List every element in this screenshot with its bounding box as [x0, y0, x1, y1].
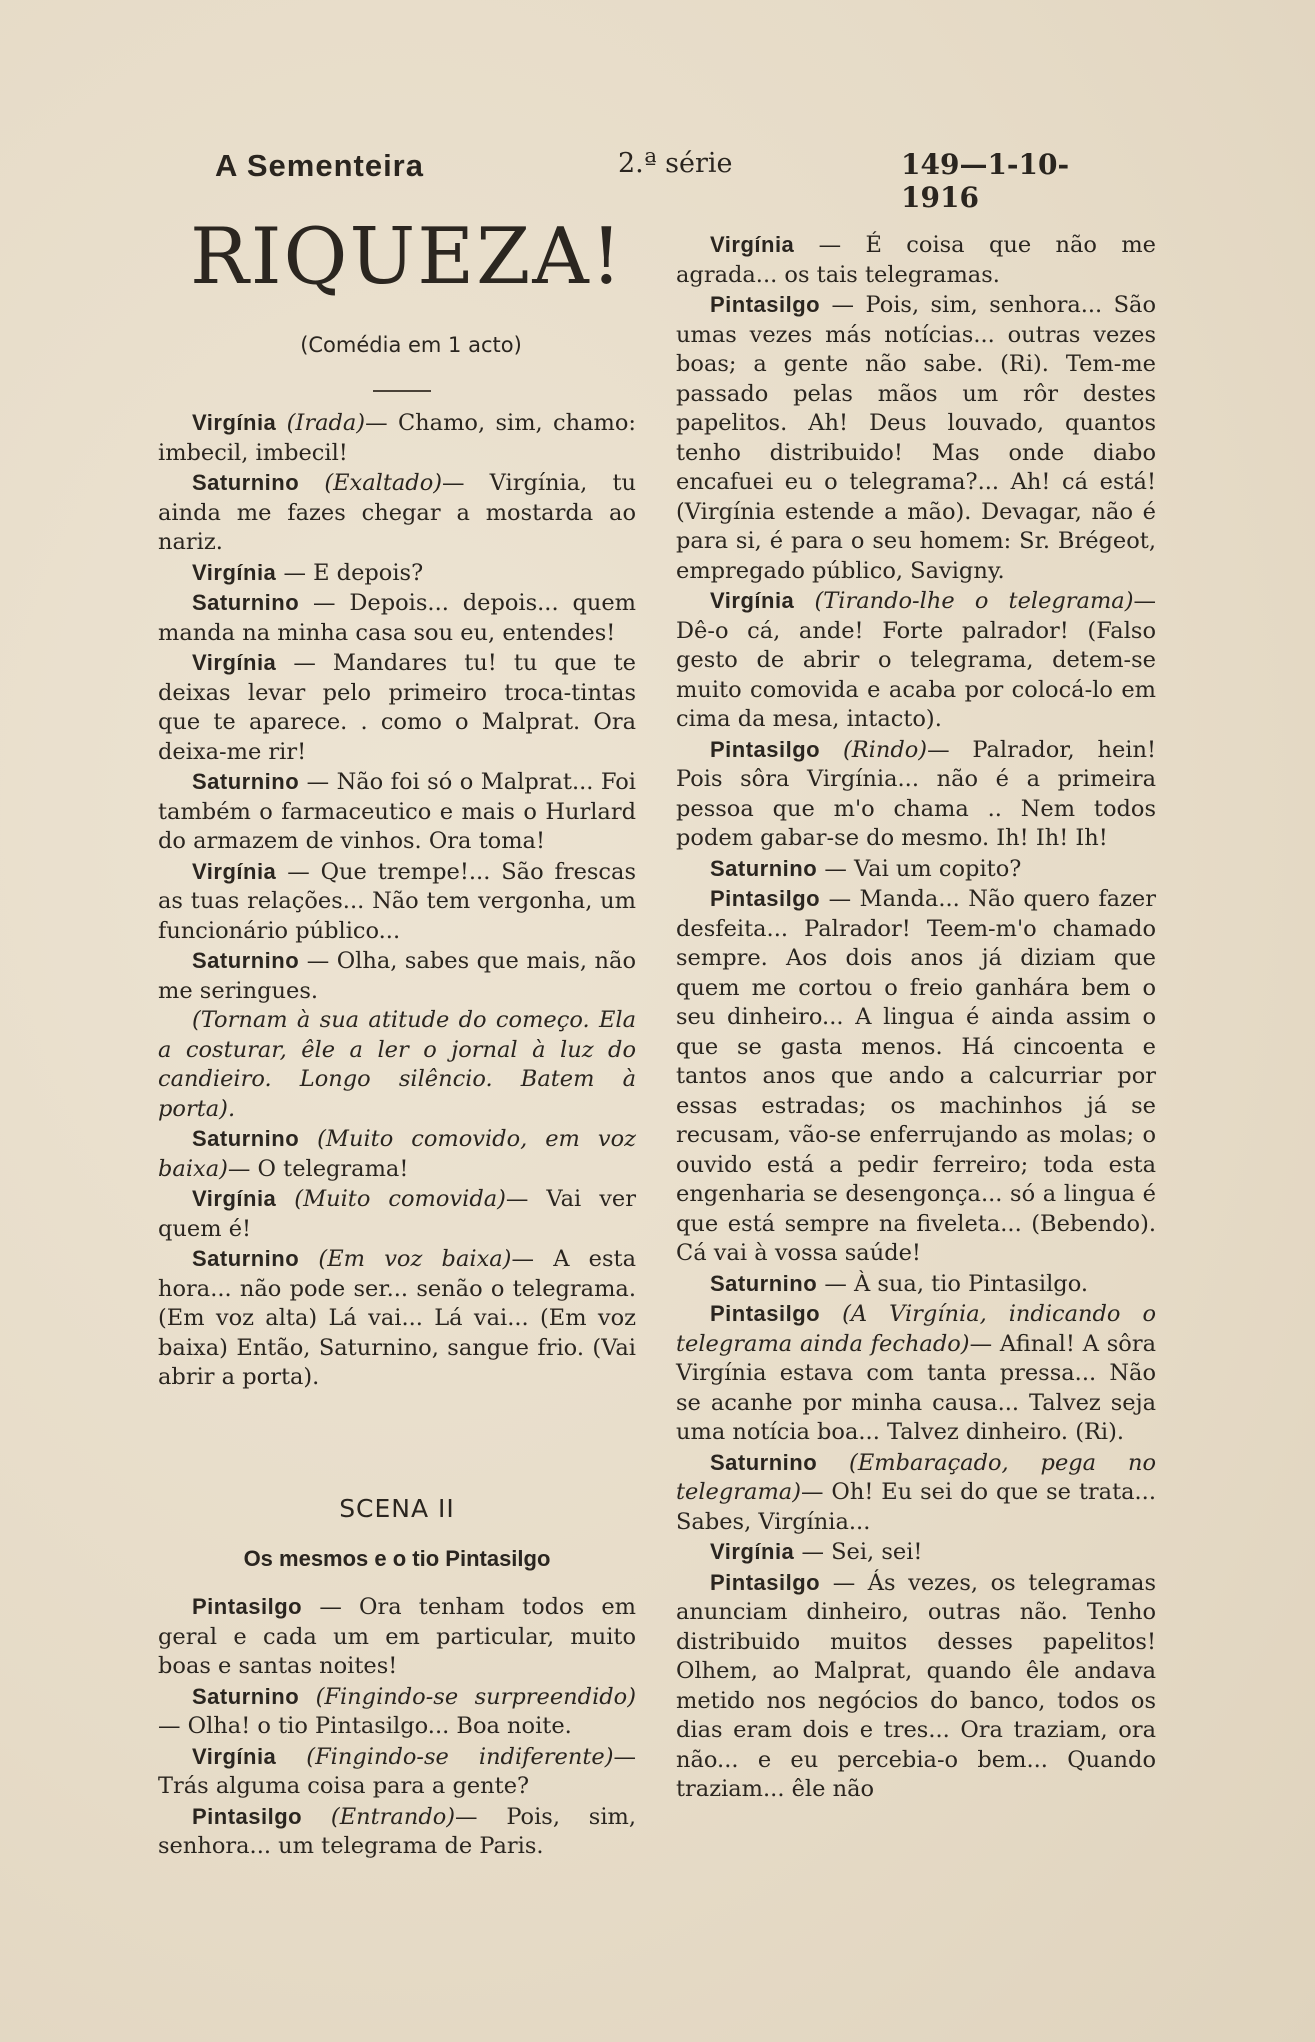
journal-title: A Sementeira [215, 148, 424, 183]
speaker-name: Pintasilgo [710, 736, 821, 762]
dialogue-line [158, 767, 636, 857]
dialogue-text: — Manda... Não quero fazer desfeita... Palrador! Teem-m'o chamado sempre. Aos dois anos já diziam que quem me cortou o freio ganhára bem o seu dinheiro... A lingua é ainda assim o que se gasta menos. Há cincoenta e tantos anos que ando a calcurriar por essas estradas; os machinhos já se recusam, vão-se enferrujando as molas; o ouvido está a pedir ferreiro; toda esta engenharia se desengonça... só a lingua é que está sempre na fiveleta... (Bebendo). Cá vai à vossa saúde! [676, 886, 1156, 1266]
stage-direction: (Tirando-lhe o telegrama) [814, 588, 1134, 614]
stage-direction: (Irada) [286, 410, 366, 436]
dialogue-line [158, 1006, 636, 1124]
speaker-name: Virgínia [710, 588, 795, 613]
series-label: 2.ª série [618, 148, 733, 179]
scene-cast: Os mesmos e o tio Pintasilgo [243, 1546, 551, 1571]
stage-direction: (Fingindo-se indiferente) [306, 1743, 614, 1770]
dialogue-line [158, 1592, 636, 1682]
speaker-name: Virgínia [710, 232, 795, 257]
dialogue-text: — Vai um copito? [824, 855, 1022, 882]
dialogue-line [158, 408, 636, 468]
dialogue-line [158, 1742, 636, 1802]
dialogue-text: — Não foi só o Malprat... Foi também o farmaceutico e mais o Hurlard do armazem de vinhos. Ora toma! [158, 769, 636, 854]
dialogue-text: — Afinal! A sôra Virgínia estava com tanta pressa... Não se acanhe por minha causa... Talvez seja uma notícia boa... Talvez dinheiro. (Ri). [676, 1330, 1156, 1445]
dialogue-text: — Dê-o cá, ande! Forte palrador! (Falso gesto de abrir o telegrama, detem-se muito comovida e acaba por colocá-lo em cima da mesa, intacto). [676, 588, 1156, 732]
dialogue-text: — Olha, sabes que mais, não me seringues. [158, 948, 636, 1004]
dialogue-text: — Oh! Eu sei do que se trata... Sabes, Virgínia... [676, 1479, 1156, 1535]
dialogue-line [158, 558, 636, 589]
play-title: RIQUEZA! [190, 212, 625, 302]
dialogue-text: — A esta hora... não pode ser... senão o telegrama. (Em voz alta) Lá vai... Lá vai... (Em voz baixa) Então, Saturnino, sangue frio. (Vai abrir a porta). [158, 1246, 636, 1390]
speaker-name: Saturnino [192, 470, 300, 495]
dialogue-text: — O telegrama! [227, 1155, 409, 1182]
stage-direction: (Exaltado) [324, 470, 443, 496]
dialogue-text: — Pois, sim, senhora... São umas vezes más notícias... outras vezes boas; a gente não sabe. (Ri). Tem-me passado pelas mãos um rôr destes papelitos. Ah! Deus louvado, quantos tenho distribuido! Mas onde diabo encafuei eu o telegrama?... Ah! cá está! (Virgínia estende a mão). Devagar, não é para si, é para o seu homem: Sr. Brégeot, empregado público, Savigny. [676, 292, 1156, 584]
dialogue-line [158, 1124, 636, 1184]
dialogue-line [676, 586, 1156, 735]
speaker-name: Saturnino [192, 590, 300, 615]
play-subtitle: (Comédia em 1 acto) [300, 333, 522, 357]
speaker-name: Saturnino [192, 1126, 300, 1151]
dialogue-text: — Ora tenham todos em geral e cada um em particular, muito boas e santas noites! [158, 1594, 636, 1679]
speaker-name: Saturnino [710, 855, 818, 881]
speaker-name: Saturnino [710, 1270, 818, 1296]
stage-direction: (Muito comovida) [294, 1186, 506, 1212]
issue-number-date: 149—1-10-1916 [901, 148, 1070, 214]
speaker-name: Pintasilgo [710, 1569, 821, 1595]
left-column-continued [158, 1592, 636, 1862]
speaker-name: Pintasilgo [192, 1594, 303, 1619]
dialogue-text: — Mandares tu! tu que te deixas levar pelo primeiro troca-tintas que te aparece. . como o Malprat. Ora deixa-me rir! [158, 650, 636, 765]
speaker-name: Saturnino [710, 1449, 818, 1475]
dialogue-line [676, 1537, 1156, 1568]
speaker-name: Pintasilgo [710, 292, 821, 317]
scene-heading: SCENA II [339, 1494, 455, 1523]
stage-direction: (A Virgínia, indicando o telegrama ainda fechado) [676, 1301, 1156, 1357]
dialogue-text: — Palrador, hein! Pois sôra Virgínia... não é a primeira pessoa que m'o chama .. Nem todos podem gabar-se do mesmo. Ih! Ih! Ih! [676, 736, 1157, 851]
title-divider [373, 390, 431, 392]
dialogue-text: — À sua, tio Pintasilgo. [824, 1270, 1088, 1297]
stage-direction: (Fingindo-se surpreendido) [315, 1683, 636, 1710]
speaker-name: Virgínia [192, 1186, 277, 1211]
dialogue-line [676, 854, 1156, 885]
dialogue-line [158, 468, 636, 558]
stage-direction: (Em voz baixa) [318, 1246, 512, 1272]
dialogue-line [676, 884, 1156, 1269]
dialogue-text: — Vai ver quem é! [158, 1186, 636, 1242]
dialogue-text: — Ás vezes, os telegramas anunciam dinheiro, outras não. Tenho distribuido muitos desses papelitos! Olhem, ao Malprat, quando êle andava metido nos negócios do banco, todos os dias eram dois e tres... Ora traziam, ora não... e eu percebia-o bem... Quando traziam... êle não [676, 1569, 1156, 1802]
stage-direction: (Muito comovido, em voz baixa) [158, 1126, 636, 1182]
dialogue-line [676, 230, 1156, 290]
speaker-name: Saturnino [192, 948, 300, 973]
speaker-name: Virgínia [192, 650, 277, 675]
speaker-name: Virgínia [192, 559, 277, 585]
speaker-name: Pintasilgo [192, 1803, 303, 1829]
dialogue-line [676, 735, 1156, 854]
dialogue-line [676, 1299, 1156, 1448]
dialogue-text: — Que trempe!... São frescas as tuas relações... Não tem vergonha, um funcionário público... [158, 858, 636, 944]
dialogue-line [158, 1244, 636, 1393]
speaker-name: Saturnino [192, 769, 300, 794]
dialogue-text: — E depois? [283, 559, 424, 586]
dialogue-line [158, 946, 636, 1006]
dialogue-text: — Chamo, sim, chamo: imbecil, imbecil! [158, 410, 637, 466]
speaker-name: Virgínia [192, 1743, 277, 1769]
page-header [215, 148, 1115, 214]
dialogue-text: — Trás alguma coisa para a gente? [158, 1743, 636, 1799]
dialogue-text: — Virgínia, tu ainda me fazes chegar a mostarda ao nariz. [158, 470, 636, 555]
dialogue-text: — Pois, sim, senhora... um telegrama de Paris. [158, 1803, 637, 1859]
dialogue-line [158, 1682, 636, 1742]
dialogue-line [158, 857, 636, 947]
speaker-name: Saturnino [192, 1246, 300, 1271]
stage-direction: (Entrando) [330, 1803, 456, 1830]
stage-direction: (Embaraçado, pega no telegrama) [676, 1449, 1156, 1505]
dialogue-line [676, 1448, 1156, 1538]
speaker-name: Virgínia [192, 858, 277, 884]
speaker-name: Pintasilgo [710, 886, 821, 911]
dialogue-line [676, 1269, 1156, 1300]
stage-direction: (Rindo) [842, 736, 928, 763]
dialogue-text: — Depois... depois... quem manda na minha casa sou eu, entendes! [158, 590, 636, 646]
speaker-name: Saturnino [192, 1683, 300, 1709]
speaker-name: Virgínia [710, 1539, 795, 1564]
dialogue-line [158, 588, 636, 648]
dialogue-line [158, 1184, 636, 1244]
speaker-name: Pintasilgo [710, 1301, 821, 1326]
dialogue-line [676, 1568, 1156, 1805]
dialogue-text: — Olha! o tio Pintasilgo... Boa noite. [158, 1713, 572, 1739]
stage-direction: (Tornam à sua atitude do começo. Ela a costurar, êle a ler o jornal à luz do candieiro. Longo silêncio. Batem à porta). [158, 1007, 636, 1122]
dialogue-line [158, 1802, 636, 1862]
speaker-name: Virgínia [192, 410, 277, 435]
right-column [676, 230, 1156, 1805]
left-column [158, 408, 636, 1393]
dialogue-line [158, 648, 636, 767]
dialogue-line [676, 290, 1156, 586]
dialogue-text: — É coisa que não me agrada... os tais telegramas. [676, 232, 1156, 288]
dialogue-text: — Sei, sei! [801, 1539, 923, 1565]
